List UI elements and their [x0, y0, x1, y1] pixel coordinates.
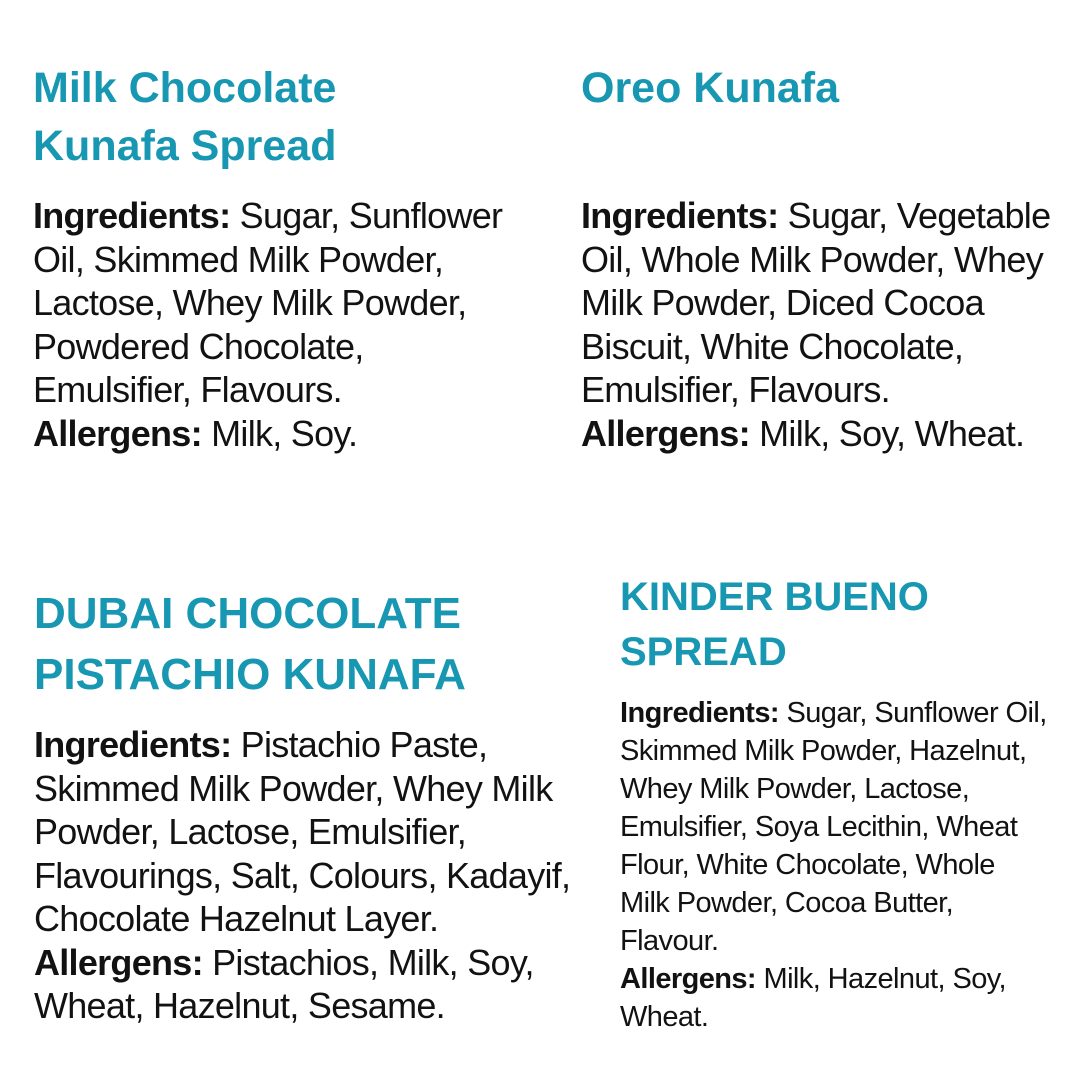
body-text-line: Flavour. [620, 925, 719, 957]
allergens-line: Allergens: Milk, Soy, Wheat. [581, 412, 1025, 454]
body-text-line: Whey Milk Powder, Lactose, [620, 773, 970, 805]
body-text-line: Skimmed Milk Powder, Whey Milk [34, 767, 553, 809]
body-text-line: Emulsifier, Flavours. [33, 369, 342, 410]
body-text-line: Biscuit, White Chocolate, [581, 325, 964, 367]
product-title [620, 570, 929, 680]
ingredients-line: Ingredients: Sugar, Vegetable [581, 195, 1051, 236]
title-line: Milk Chocolate [33, 64, 337, 112]
body-text-line: Oil, Skimmed Milk Powder, [33, 238, 444, 280]
body-text-line: Emulsifier, Soya Lecithin, Wheat [620, 811, 1018, 843]
body-text-line: Emulsifier, Flavours. [581, 369, 890, 410]
title-line: Oreo Kunafa [581, 64, 840, 112]
allergens-line: Allergens: Pistachios, Milk, Soy, [34, 941, 534, 983]
product-title [33, 59, 336, 175]
ingredients-line: Ingredients: Sugar, Sunflower [33, 195, 503, 236]
product-details [581, 194, 1050, 455]
ingredients-label: Ingredients: [34, 724, 232, 765]
product-title [581, 59, 839, 117]
allergens-line: Allergens: Milk, Soy. [33, 412, 358, 454]
body-text-line: Flavourings, Salt, Colours, Kadayif, [34, 854, 571, 896]
body-text-line: Flour, White Chocolate, Whole [620, 849, 995, 881]
product-details [33, 194, 502, 455]
body-text-line: Milk Powder, Cocoa Butter, [620, 887, 954, 919]
title-line: KINDER BUENO [620, 575, 929, 619]
body-text-line: Wheat. [620, 1001, 709, 1033]
title-line: DUBAI CHOCOLATE [34, 589, 461, 638]
body-text-line: Powdered Chocolate, [33, 325, 364, 367]
ingredients-label: Ingredients: [581, 195, 779, 236]
allergens-line: Allergens: Milk, Hazelnut, Soy, [620, 963, 1006, 995]
product-title [34, 583, 466, 705]
body-text-line: Lactose, Whey Milk Powder, [33, 282, 467, 323]
body-text-line: Oil, Whole Milk Powder, Whey [581, 238, 1043, 280]
ingredients-label: Ingredients: [33, 195, 231, 236]
body-text-line: Milk Powder, Diced Cocoa [581, 282, 984, 323]
body-text-line: Chocolate Hazelnut Layer. [34, 898, 439, 939]
ingredients-line: Ingredients: Sugar, Sunflower Oil, [620, 697, 1047, 729]
ingredients-line: Ingredients: Pistachio Paste, [34, 724, 488, 765]
allergens-label: Allergens: [581, 412, 750, 454]
ingredients-label: Ingredients: [620, 697, 779, 729]
title-line: Kunafa Spread [33, 122, 337, 170]
product-details [620, 694, 1047, 1036]
allergens-label: Allergens: [620, 963, 757, 995]
allergens-label: Allergens: [34, 941, 203, 983]
allergens-label: Allergens: [33, 412, 202, 454]
title-line: SPREAD [620, 630, 787, 674]
body-text-line: Powder, Lactose, Emulsifier, [34, 811, 467, 852]
title-line: PISTACHIO KUNAFA [34, 650, 466, 699]
body-text-line: Skimmed Milk Powder, Hazelnut, [620, 735, 1027, 767]
body-text-line: Wheat, Hazelnut, Sesame. [34, 985, 445, 1026]
product-details [34, 723, 570, 1028]
